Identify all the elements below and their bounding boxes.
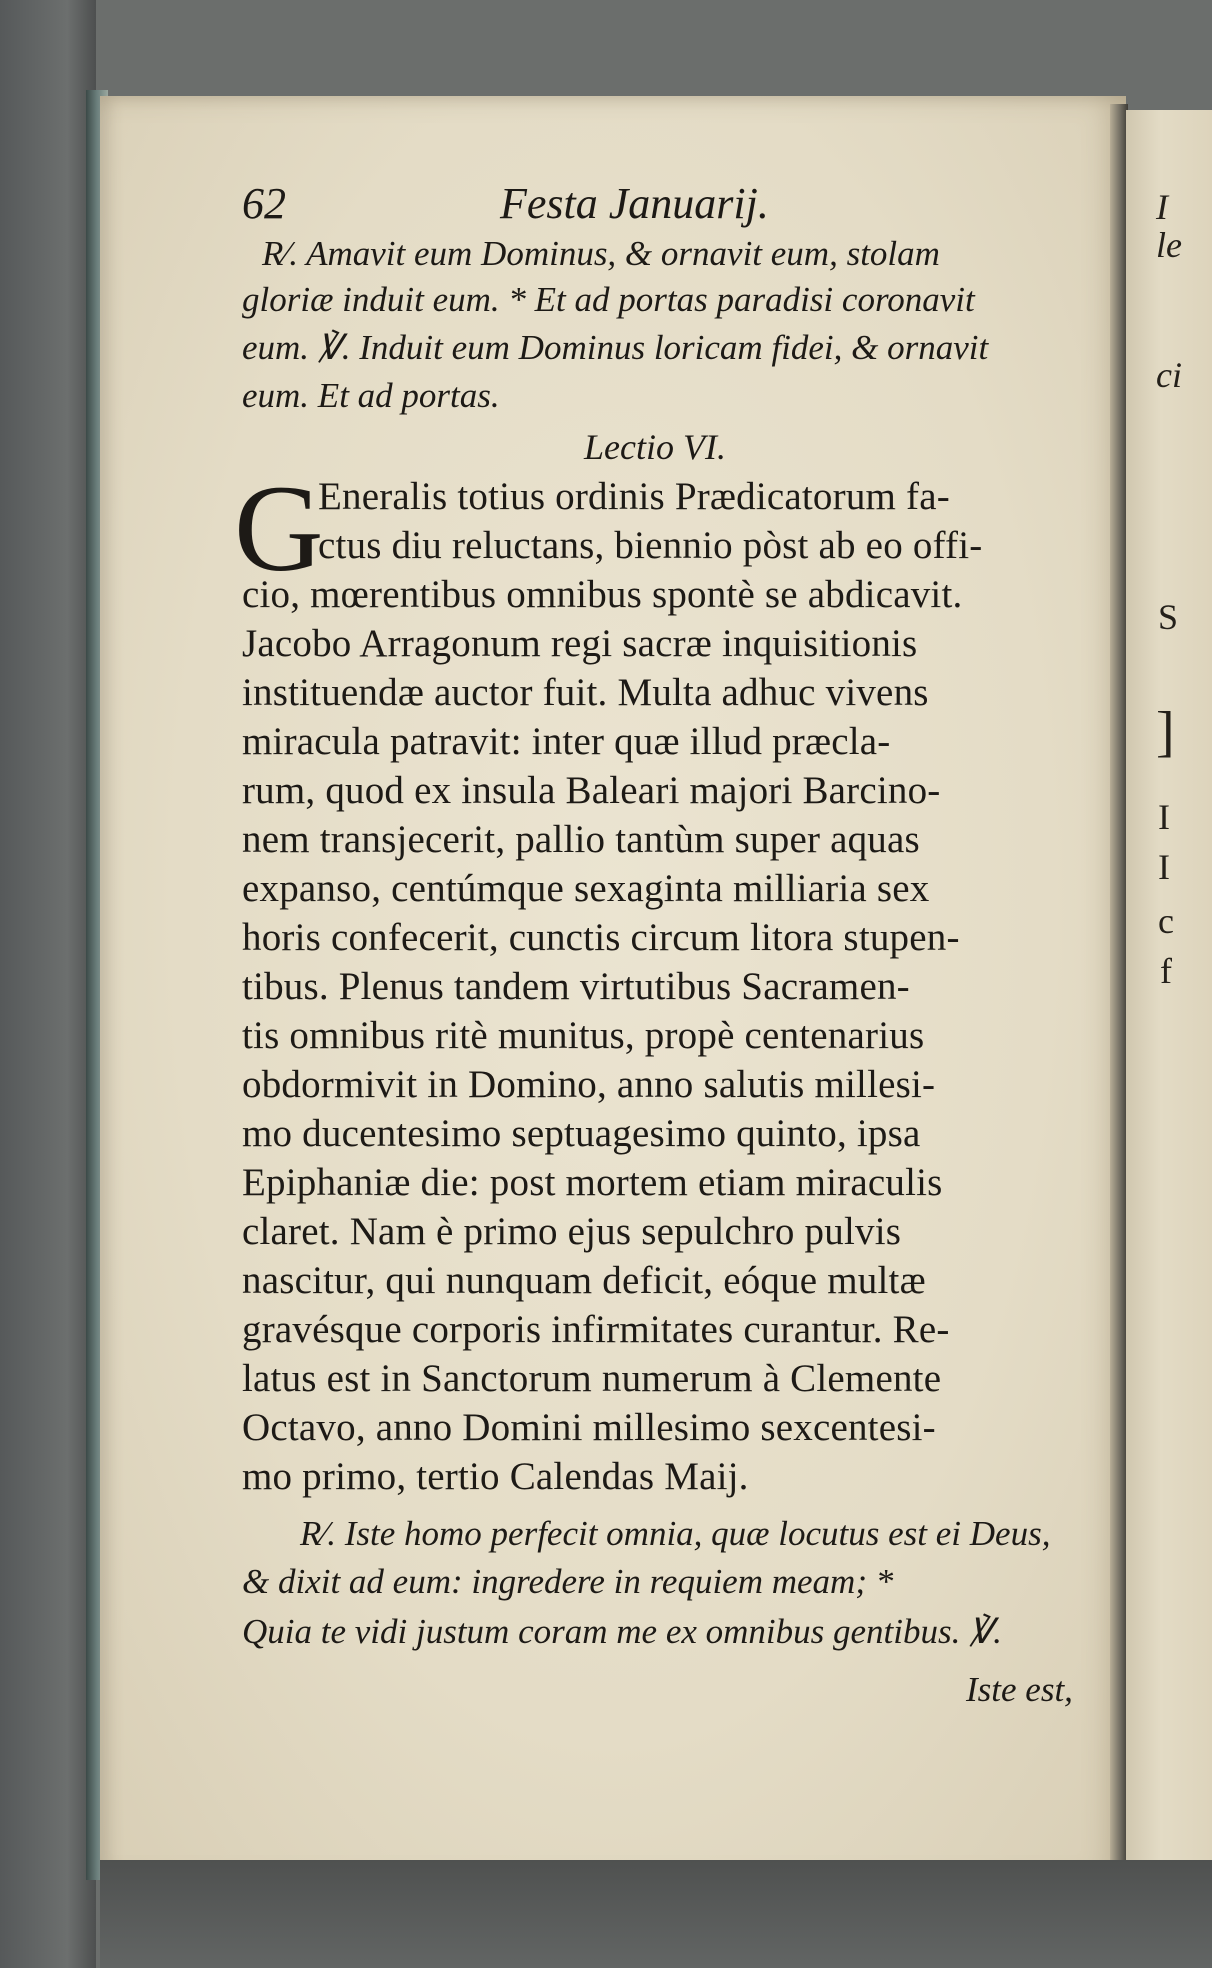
- next-page-fragment: I: [1156, 187, 1168, 227]
- lectio-line: ctus diu reluctans, biennio pòst ab eo offi-: [318, 524, 983, 567]
- responsory-line: gloriæ induit eum. * Et ad portas paradisi coronavit: [242, 280, 975, 319]
- next-page-fragment: f: [1160, 951, 1172, 991]
- lectio-line: miracula patravit: inter quæ illud præcla-: [242, 720, 891, 763]
- catchword: Iste est,: [966, 1670, 1073, 1709]
- lectio-line: Octavo, anno Domini millesimo sexcentesi-: [242, 1406, 936, 1449]
- running-title: Festa Januarij.: [500, 179, 769, 228]
- responsory-line: Quia te vidi justum coram me ex omnibus gentibus. ℣.: [242, 1612, 1002, 1651]
- responsory-line: eum. Et ad portas.: [242, 376, 500, 415]
- next-page-fragment: le: [1156, 225, 1182, 265]
- next-page-fragment: c: [1158, 901, 1174, 941]
- lectio-line: instituendæ auctor fuit. Multa adhuc vivens: [242, 671, 929, 714]
- lectio-line: tibus. Plenus tandem virtutibus Sacramen-: [242, 965, 910, 1008]
- background-bottom: [100, 1860, 1212, 1968]
- lectio-line: Jacobo Arragonum regi sacræ inquisitionis: [242, 622, 918, 665]
- lectio-line: mo primo, tertio Calendas Maij.: [242, 1455, 749, 1498]
- lectio-heading: Lectio VI.: [584, 427, 726, 467]
- lectio-line: mo ducentesimo septuagesimo quinto, ipsa: [242, 1112, 921, 1155]
- next-page-fragment: ci: [1156, 355, 1182, 395]
- next-page-sliver: [1126, 110, 1212, 1870]
- lectio-line: obdormivit in Domino, anno salutis millesi-: [242, 1063, 936, 1106]
- lectio-line: Epiphaniæ die: post mortem etiam miraculis: [242, 1161, 943, 1204]
- next-page-fragment: I: [1158, 847, 1170, 887]
- next-page-fragment: S: [1158, 597, 1179, 637]
- next-page-fragment: I: [1158, 797, 1170, 837]
- next-page-fragment: ]: [1156, 701, 1175, 763]
- drop-cap: G: [234, 460, 324, 597]
- responsory-line: R⁄. Iste homo perfecit omnia, quæ locutus est ei Deus,: [300, 1514, 1051, 1553]
- lectio-line: nascitur, qui nunquam deficit, eóque multæ: [242, 1259, 926, 1302]
- background-left: [0, 0, 96, 1968]
- lectio-line: horis confecerit, cunctis circum litora stupen-: [242, 916, 960, 959]
- lectio-line: gravésque corporis infirmitates curantur. Re-: [242, 1308, 950, 1351]
- lectio-line: claret. Nam è primo ejus sepulchro pulvis: [242, 1210, 902, 1253]
- lectio-line: tis omnibus ritè munitus, propè centenarius: [242, 1014, 925, 1057]
- responsory-line: eum. ℣. Induit eum Dominus loricam fidei, & ornavit: [242, 328, 989, 367]
- lectio-line: nem transjecerit, pallio tantùm super aquas: [242, 818, 920, 861]
- responsory-line: & dixit ad eum: ingredere in requiem meam; *: [242, 1562, 894, 1601]
- lectio-line: rum, quod ex insula Baleari majori Barcino-: [242, 769, 941, 812]
- lectio-line: expanso, centúmque sexaginta milliaria sex: [242, 867, 930, 910]
- lectio-line: latus est in Sanctorum numerum à Clemente: [242, 1357, 942, 1400]
- page-number: 62: [242, 179, 286, 228]
- lectio-line: cio, mœrentibus omnibus spontè se abdicavit.: [242, 573, 963, 616]
- lectio-line: Eneralis totius ordinis Prædicatorum fa-: [318, 475, 950, 518]
- responsory-line: R⁄. Amavit eum Dominus, & ornavit eum, stolam: [262, 234, 940, 273]
